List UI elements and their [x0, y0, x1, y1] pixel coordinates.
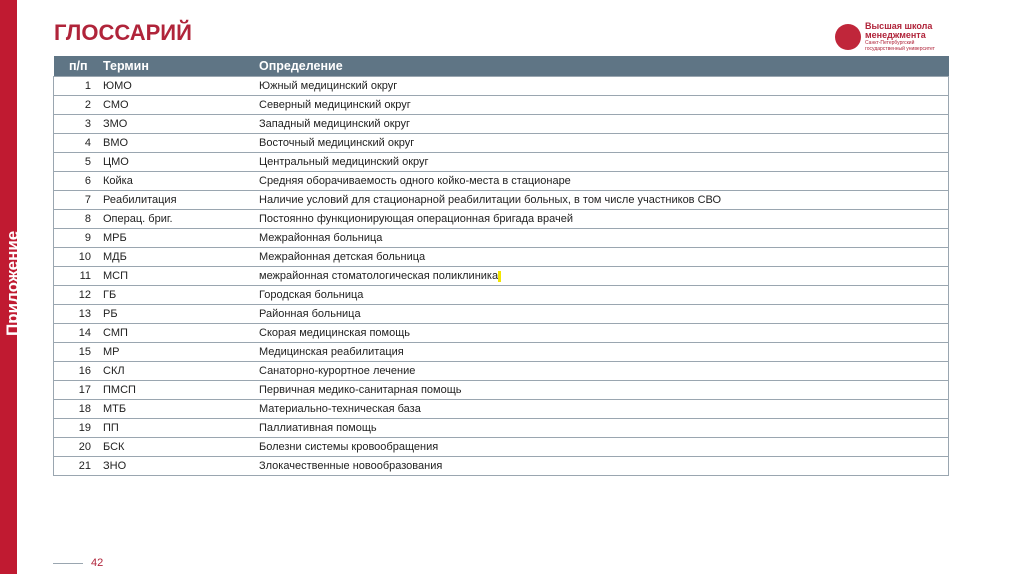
logo-line4: государственный университет — [865, 46, 935, 52]
row-number: 15 — [54, 343, 104, 362]
row-term: Операц. бриг. — [103, 210, 259, 229]
table-row — [54, 229, 949, 248]
table-row — [54, 172, 949, 191]
text-cursor-highlight — [498, 271, 501, 282]
page-number: 42 — [91, 557, 104, 569]
row-number: 16 — [54, 362, 104, 381]
table-row — [54, 153, 949, 172]
glossary-table — [53, 56, 949, 476]
row-number: 12 — [54, 286, 104, 305]
university-seal-icon — [835, 24, 861, 50]
row-term: СМО — [103, 96, 259, 115]
table-row — [54, 362, 949, 381]
table-row — [54, 248, 949, 267]
row-term: ЗМО — [103, 115, 259, 134]
header-term: Термин — [103, 56, 259, 77]
row-number: 13 — [54, 305, 104, 324]
row-definition: Межрайонная больница — [259, 229, 949, 248]
row-term: МДБ — [103, 248, 259, 267]
row-definition: Средняя оборачиваемость одного койко-места в стационаре — [259, 172, 949, 191]
logo-line1: Высшая школа — [865, 21, 933, 31]
row-number: 6 — [54, 172, 104, 191]
row-definition: Скорая медицинская помощь — [259, 324, 949, 343]
row-definition: Наличие условий для стационарной реабилитации больных, в том числе участников СВО — [259, 191, 949, 210]
row-term: РБ — [103, 305, 259, 324]
table-row — [54, 324, 949, 343]
row-number: 14 — [54, 324, 104, 343]
row-definition: межрайонная стоматологическая поликлиника — [259, 267, 949, 286]
row-definition: Санаторно-курортное лечение — [259, 362, 949, 381]
row-definition: Постоянно функционирующая операционная бригада врачей — [259, 210, 949, 229]
row-definition: Северный медицинский округ — [259, 96, 949, 115]
table-row — [54, 457, 949, 476]
row-definition: Болезни системы кровообращения — [259, 438, 949, 457]
row-term: МСП — [103, 267, 259, 286]
row-term: ПП — [103, 419, 259, 438]
table-row — [54, 191, 949, 210]
page-footer — [53, 557, 103, 569]
row-term: МРБ — [103, 229, 259, 248]
row-term: ПМСП — [103, 381, 259, 400]
row-definition: Паллиативная помощь — [259, 419, 949, 438]
row-definition: Городская больница — [259, 286, 949, 305]
logo — [835, 22, 935, 52]
table-row — [54, 343, 949, 362]
table-row — [54, 115, 949, 134]
row-term: ЮМО — [103, 77, 259, 96]
row-number: 11 — [54, 267, 104, 286]
row-definition: Материально-техническая база — [259, 400, 949, 419]
row-term: ГБ — [103, 286, 259, 305]
row-number: 2 — [54, 96, 104, 115]
row-number: 9 — [54, 229, 104, 248]
row-number: 17 — [54, 381, 104, 400]
row-definition: Межрайонная детская больница — [259, 248, 949, 267]
row-definition: Районная больница — [259, 305, 949, 324]
table-row — [54, 438, 949, 457]
logo-line2: менеджмента — [865, 30, 926, 40]
row-number: 3 — [54, 115, 104, 134]
row-definition: Медицинская реабилитация — [259, 343, 949, 362]
row-term: ЗНО — [103, 457, 259, 476]
row-number: 4 — [54, 134, 104, 153]
section-label: Приложение — [3, 230, 22, 336]
page-title: ГЛОССАРИЙ — [54, 20, 192, 45]
logo-line3: Санкт-Петербургский — [865, 40, 915, 46]
footer-line — [53, 563, 83, 564]
table-row — [54, 400, 949, 419]
row-definition: Южный медицинский округ — [259, 77, 949, 96]
table-row — [54, 134, 949, 153]
row-number: 1 — [54, 77, 104, 96]
row-number: 18 — [54, 400, 104, 419]
table-row — [54, 381, 949, 400]
row-term: СМП — [103, 324, 259, 343]
table-row — [54, 419, 949, 438]
row-definition: Восточный медицинский округ — [259, 134, 949, 153]
table-row — [54, 210, 949, 229]
row-definition: Злокачественные новообразования — [259, 457, 949, 476]
row-term: Реабилитация — [103, 191, 259, 210]
row-number: 7 — [54, 191, 104, 210]
row-term: ВМО — [103, 134, 259, 153]
row-term: БСК — [103, 438, 259, 457]
header-definition: Определение — [259, 56, 949, 77]
row-term: СКЛ — [103, 362, 259, 381]
row-term: ЦМО — [103, 153, 259, 172]
row-term: Койка — [103, 172, 259, 191]
table-row — [54, 77, 949, 96]
table-row — [54, 267, 949, 286]
row-number: 10 — [54, 248, 104, 267]
row-number: 20 — [54, 438, 104, 457]
row-number: 5 — [54, 153, 104, 172]
table-row — [54, 305, 949, 324]
row-definition: Западный медицинский округ — [259, 115, 949, 134]
table-row — [54, 286, 949, 305]
row-number: 8 — [54, 210, 104, 229]
row-definition: Первичная медико-санитарная помощь — [259, 381, 949, 400]
row-number: 19 — [54, 419, 104, 438]
row-term: МР — [103, 343, 259, 362]
row-definition: Центральный медицинский округ — [259, 153, 949, 172]
row-number: 21 — [54, 457, 104, 476]
header-num: п/п — [54, 56, 104, 77]
table-row — [54, 96, 949, 115]
row-term: МТБ — [103, 400, 259, 419]
